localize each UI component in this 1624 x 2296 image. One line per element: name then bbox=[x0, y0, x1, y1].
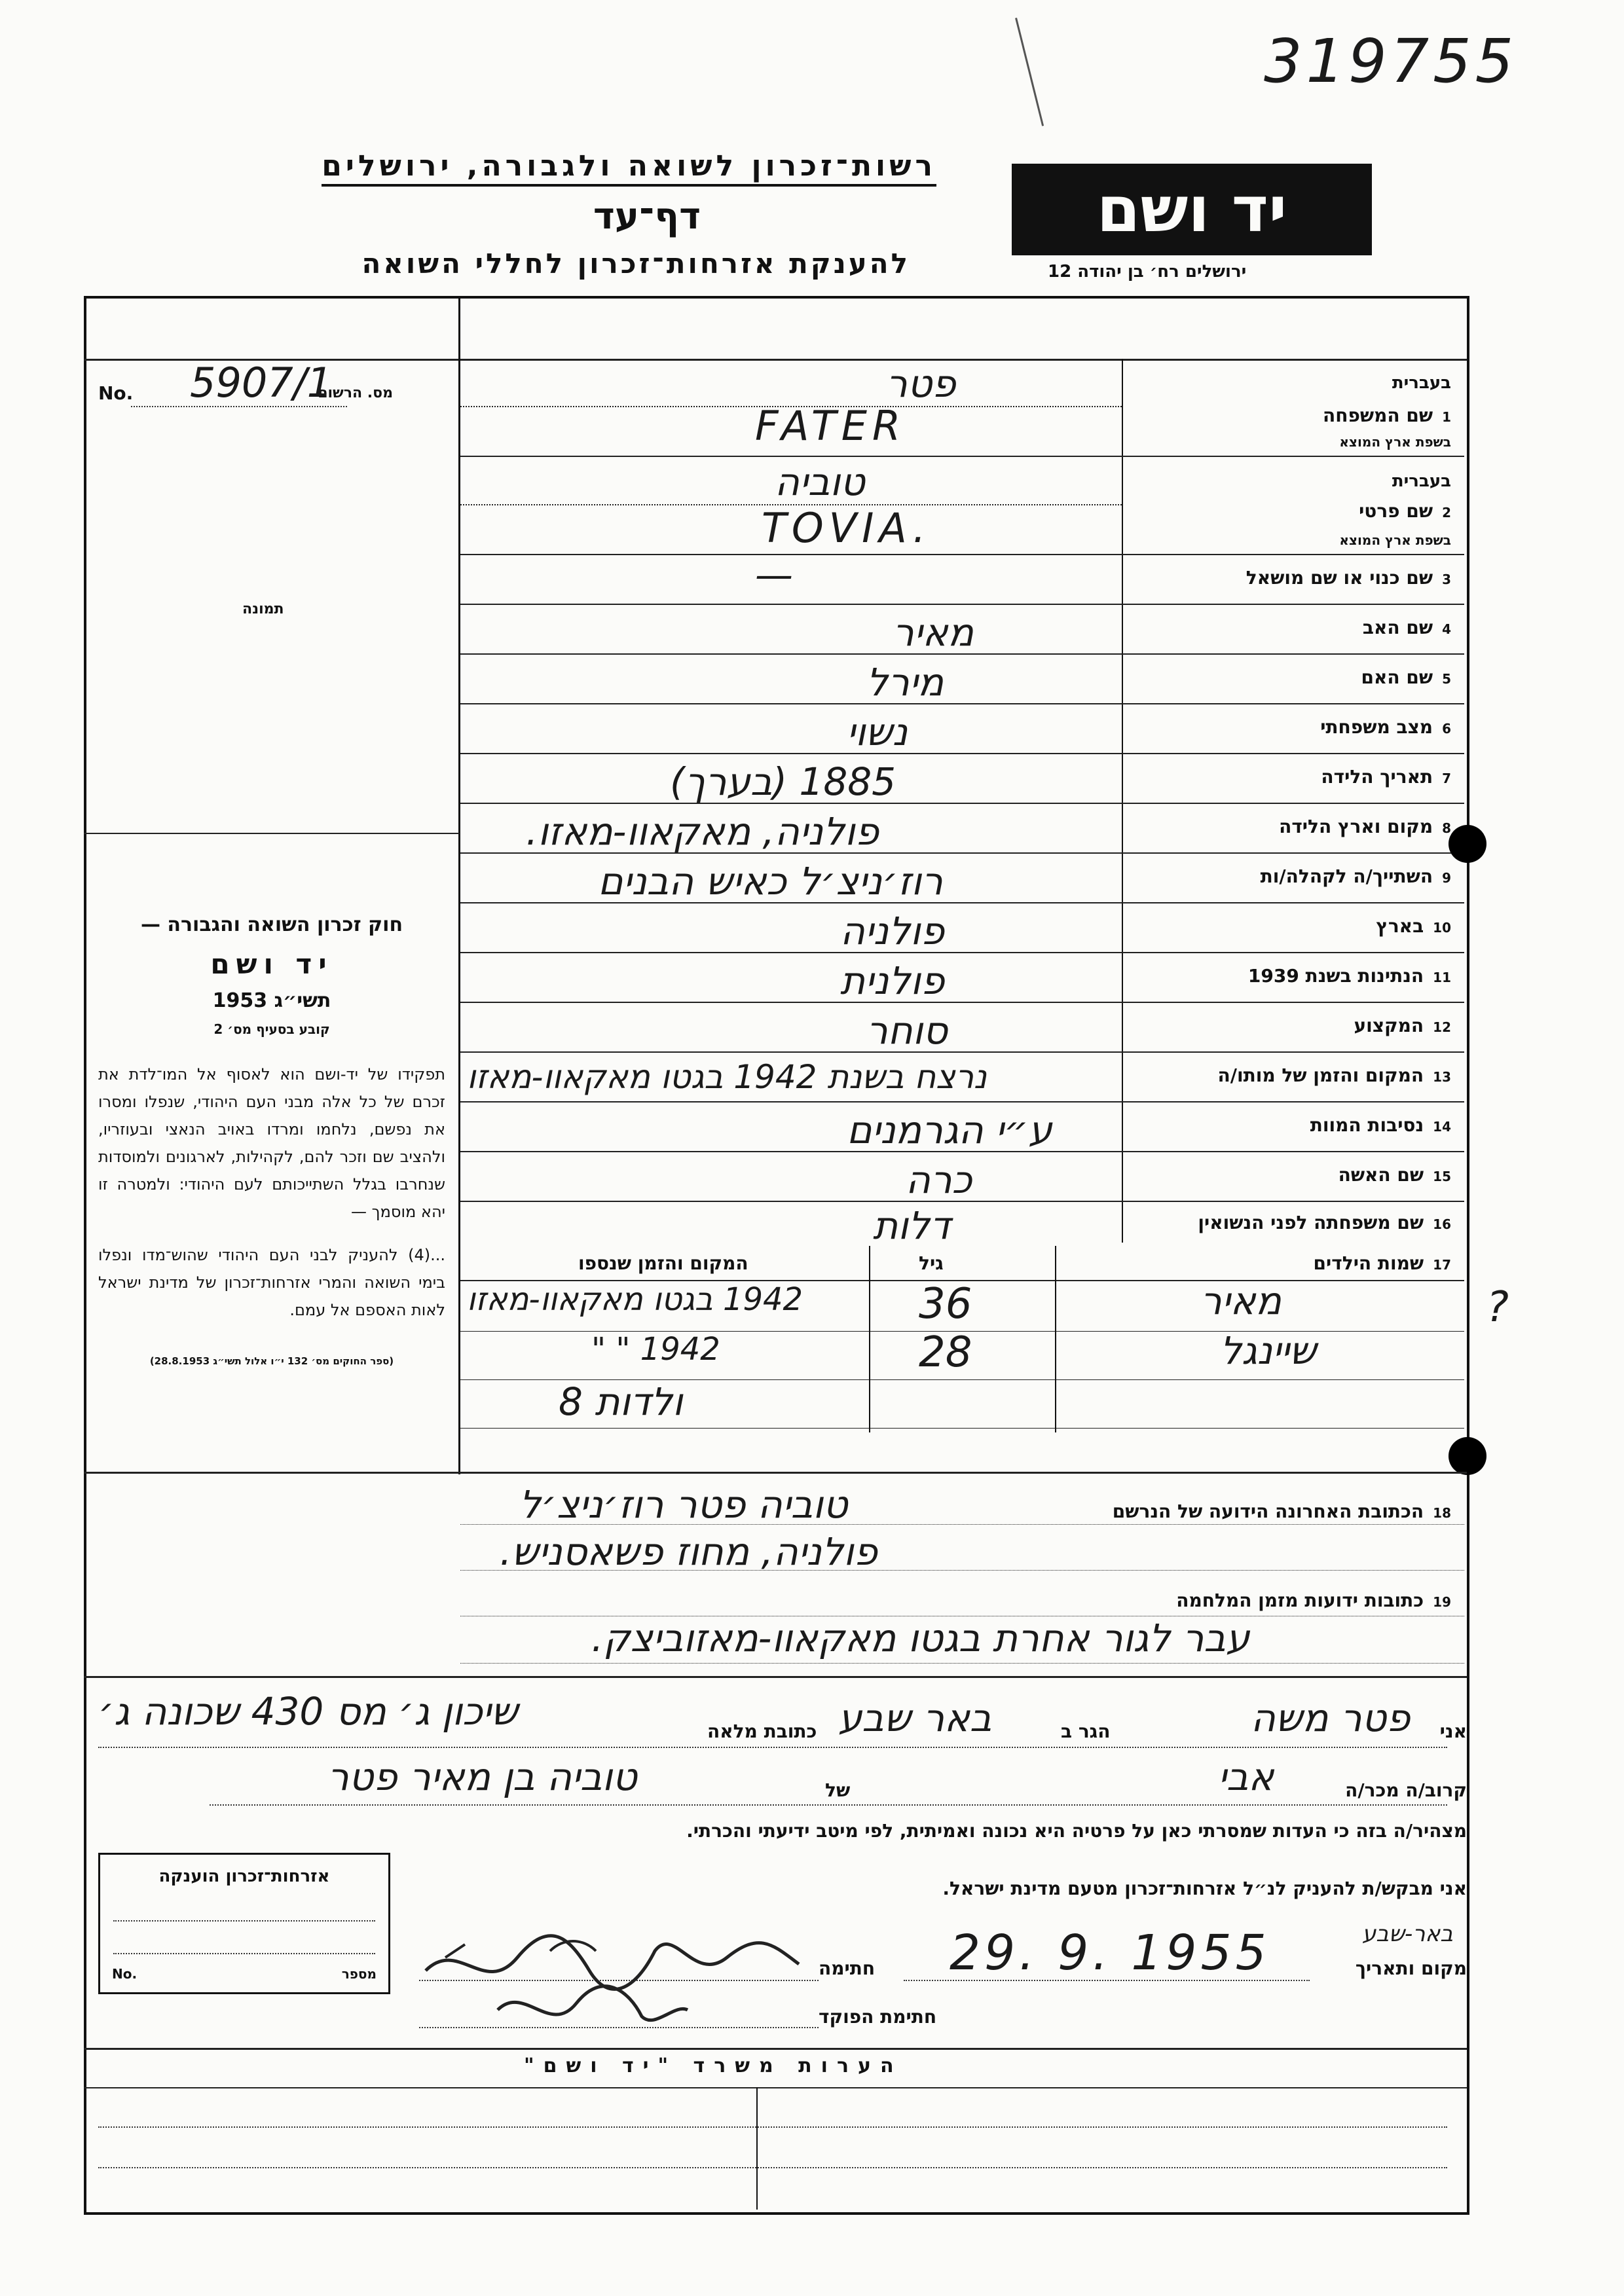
value-country: פולניה bbox=[840, 909, 945, 953]
label-wife-text: שם האשה bbox=[1338, 1164, 1424, 1186]
law-text-2: ...(4) להעניק לבני העם היהודי שהוש־מדו ונפלו בימי השואה והמרי אזרחות־זכרון של מדינת ישראל לאות האספם אל עמם. bbox=[98, 1246, 445, 1319]
citizenship-box bbox=[98, 1853, 390, 1994]
row-num-13: 13 bbox=[1433, 1069, 1451, 1085]
row-num-5: 5 bbox=[1442, 671, 1451, 687]
decl-signature-label: חתימה bbox=[819, 1958, 876, 1979]
value-first-name-he: טוביה bbox=[775, 460, 865, 504]
label-sub-orig-2 bbox=[1339, 528, 1451, 549]
decl-resides-value: באר שבע bbox=[838, 1696, 992, 1740]
pen-stroke bbox=[1015, 11, 1069, 126]
address-section bbox=[460, 1472, 1464, 1676]
label-father bbox=[1363, 617, 1451, 638]
row-num-3: 3 bbox=[1442, 572, 1451, 587]
row-num-12: 12 bbox=[1433, 1019, 1451, 1035]
child-age-1: 36 bbox=[919, 1280, 972, 1328]
photo-label: תמונה bbox=[242, 601, 284, 617]
yad-vashem-logo bbox=[1012, 164, 1372, 255]
value-community: רוז׳ניצ׳ל כאיש הבנים bbox=[598, 859, 943, 903]
row-num-8: 8 bbox=[1442, 820, 1451, 836]
decl-resides-label: הגר ב bbox=[1061, 1721, 1111, 1742]
value-death-circumstances: ע״י הגרמנים bbox=[847, 1108, 1052, 1152]
row-num-4: 4 bbox=[1442, 621, 1451, 637]
label-mother-text: שם האם bbox=[1361, 666, 1433, 688]
children-col-age: גיל bbox=[919, 1252, 944, 1274]
row-num-10: 10 bbox=[1433, 920, 1451, 936]
decl-address-label: כתובת מלאה bbox=[707, 1721, 817, 1742]
labels-column bbox=[1124, 359, 1451, 1203]
value-family-name-orig: FATER bbox=[755, 402, 906, 450]
value-alias: — bbox=[755, 553, 793, 597]
row-num-11: 11 bbox=[1433, 970, 1451, 985]
handwritten-signature bbox=[419, 1912, 812, 2043]
fields-area bbox=[460, 359, 1464, 1246]
law-clause: קובע בסעיף מס׳ 2 bbox=[213, 1021, 330, 1037]
law-text-1: תפקידו של יד-ושם הוא לאסוף אל המו־לדת את זכרם של כל אלה מבני העם היהודי, שנפלו ומסרו את נפשם, נלחמו ומרדו באויב הנאצי ובעוזריו, ולהציב שם וזכר להם, לקהילות, לארגונים ולמוסדות שנחרבו בגלל השתייכותם לעם היהודי: ולמטרה זו יהא מוסמך — bbox=[98, 1065, 445, 1221]
row-num-1: 1 bbox=[1442, 409, 1451, 425]
row-num-2: 2 bbox=[1442, 505, 1451, 520]
law-name: יד ושם bbox=[210, 948, 333, 980]
row-num-14: 14 bbox=[1433, 1119, 1451, 1135]
children-table bbox=[460, 1246, 1464, 1468]
children-col-names bbox=[1314, 1252, 1451, 1274]
law-section bbox=[98, 913, 445, 1367]
registration-label: מס. הרשום bbox=[318, 385, 393, 401]
label-war-addresses bbox=[1176, 1590, 1451, 1611]
registration-no-label: No. bbox=[98, 382, 134, 404]
decl-relation-label: קרוב/ה מכר/ה bbox=[1345, 1779, 1467, 1801]
label-country-text: בארץ bbox=[1376, 915, 1424, 937]
label-profession bbox=[1354, 1015, 1452, 1036]
label-father-text: שם האב bbox=[1362, 617, 1433, 638]
value-profession: סוחר bbox=[866, 1008, 948, 1053]
value-citizenship: פולנית bbox=[840, 958, 945, 1003]
value-maiden-name: דלות bbox=[873, 1203, 951, 1248]
label-family-name bbox=[1323, 405, 1451, 426]
decl-statement-2: אני מבקש/ת להעניק לנ״ל אזרחות־זכרון מטעם מדינת ישראל. bbox=[942, 1878, 1467, 1899]
value-last-address-1: טוביה פטר רוז׳ניצ׳ל bbox=[519, 1482, 848, 1527]
decl-address-value: שיכון ג׳ מס 430 שכונה ג׳ bbox=[98, 1689, 518, 1734]
label-sub-he-2: בעברית bbox=[1392, 471, 1451, 491]
value-marital: נשוי bbox=[847, 710, 908, 754]
label-maiden-name-text: שם משפחתה לפני הנשואין bbox=[1198, 1212, 1424, 1233]
label-family-name-text: שם המשפחה bbox=[1322, 405, 1433, 426]
row-num-6: 6 bbox=[1442, 721, 1451, 737]
label-sub-orig-2-text: בשפת ארץ המוצא bbox=[1339, 532, 1451, 548]
label-first-name-text: שם פרטי bbox=[1359, 500, 1433, 522]
child-name-2: שיינגל bbox=[1220, 1328, 1317, 1373]
form-title: דף־עד bbox=[593, 195, 701, 238]
children-col-names-text: שמות הילדים bbox=[1313, 1252, 1424, 1274]
logo-address: ירושלים רח׳ בן יהודה 12 bbox=[1048, 262, 1247, 282]
decl-place-date-label: מקום ותאריך bbox=[1355, 1958, 1467, 1979]
row-num-9: 9 bbox=[1442, 870, 1451, 886]
value-death-place: נרצח בשנת 1942 בגטו מאקאוו-מאזו bbox=[467, 1058, 987, 1096]
label-birth-date bbox=[1321, 766, 1451, 788]
label-mother bbox=[1361, 666, 1451, 688]
label-country bbox=[1376, 915, 1451, 937]
registration-number: 5907/1 bbox=[190, 359, 333, 407]
label-birth-date-text: תאריך הלידה bbox=[1321, 766, 1433, 788]
child-place-3: ולדות 8 bbox=[559, 1379, 683, 1424]
label-first-name bbox=[1359, 500, 1451, 522]
label-death-circumstances bbox=[1310, 1114, 1451, 1136]
decl-relation-value: אבי bbox=[1218, 1755, 1274, 1799]
value-first-name-orig: TOVIA. bbox=[762, 504, 931, 552]
citizenship-number-label: מספר bbox=[341, 1966, 377, 1982]
law-source: (ספר החוקים מס׳ 132 י״ו אלול תשי״ג 28.8.1953) bbox=[149, 1355, 394, 1367]
margin-question-mark: ? bbox=[1486, 1283, 1509, 1332]
label-marital bbox=[1320, 716, 1451, 738]
label-death-place-text: המקום והזמן של מותו/ה bbox=[1217, 1065, 1424, 1086]
label-community bbox=[1261, 866, 1451, 887]
label-profession-text: המקצוע bbox=[1354, 1015, 1424, 1036]
value-mother: מירל bbox=[866, 660, 944, 704]
label-citizenship bbox=[1248, 965, 1451, 987]
label-sub-he-1: בעברית bbox=[1392, 373, 1451, 393]
citizenship-title: אזרחות־זכרון הוענקה bbox=[158, 1867, 330, 1886]
label-alias bbox=[1246, 567, 1451, 589]
decl-declarant: פטר משה bbox=[1251, 1696, 1411, 1740]
row-num-16: 16 bbox=[1433, 1216, 1451, 1232]
child-age-2: 28 bbox=[919, 1328, 972, 1377]
label-birth-place-text: מקום וארץ הלידה bbox=[1279, 816, 1433, 837]
notes-title: הערות משרד "יד ושם" bbox=[524, 2054, 903, 2077]
value-father: מאיר bbox=[893, 610, 974, 655]
label-marital-text: מצב משפחתי bbox=[1320, 716, 1433, 738]
label-last-address bbox=[1113, 1501, 1451, 1522]
label-community-text: השתייך/ה לקהלה/ות bbox=[1260, 866, 1433, 887]
citizenship-no-label: No. bbox=[112, 1966, 138, 1982]
punch-hole-bottom bbox=[1449, 1437, 1486, 1475]
row-num-19: 19 bbox=[1433, 1594, 1451, 1610]
value-war-addresses: עבר לגור אחרת בגטו מאקאוו-מאזוביצק. bbox=[591, 1616, 1250, 1660]
value-last-address-2: פולניה, מחוז פשאסניש. bbox=[500, 1529, 877, 1574]
form-subtitle: להענקת אזרחות־זכרון לחללי השואה bbox=[361, 247, 910, 280]
children-col-place: המקום והזמן שנספו bbox=[578, 1252, 748, 1274]
value-birth-date: 1885 (בערך) bbox=[670, 759, 896, 804]
decl-place-value: באר-שבע bbox=[1362, 1921, 1453, 1947]
row-num-7: 7 bbox=[1442, 771, 1451, 786]
label-last-address-text: הכתובת האחרונה הידועה של הנרשם bbox=[1112, 1501, 1424, 1522]
child-place-2: 1942 " " bbox=[591, 1331, 720, 1368]
label-death-place bbox=[1218, 1065, 1452, 1086]
punch-hole-top bbox=[1449, 825, 1486, 863]
row-num-17: 17 bbox=[1433, 1257, 1451, 1273]
label-wife bbox=[1338, 1164, 1451, 1186]
decl-official-label: חתימת הפוקד bbox=[819, 2006, 937, 2028]
label-sub-orig-1-text: בשפת ארץ המוצא bbox=[1339, 434, 1451, 450]
law-year: תשי״ג 1953 bbox=[212, 989, 331, 1012]
decl-ani: אני bbox=[1439, 1721, 1467, 1742]
value-family-name-he: פטר bbox=[886, 361, 956, 406]
value-wife: כרה bbox=[906, 1157, 972, 1202]
label-sub-orig-1 bbox=[1339, 429, 1451, 451]
label-war-addresses-text: כתובות ידועות מזמן המלחמה bbox=[1176, 1590, 1424, 1611]
label-maiden-name bbox=[1198, 1212, 1451, 1233]
logo-text: יד ושם bbox=[1096, 173, 1287, 246]
row-num-18: 18 bbox=[1433, 1505, 1451, 1521]
value-birth-place: פולניה, מאקאוו-מאזו. bbox=[526, 809, 879, 854]
decl-of-label: של bbox=[825, 1779, 851, 1801]
decl-date-value: 29. 9. 1955 bbox=[950, 1925, 1270, 1981]
law-title: חוק זכרון השואה והגבורה — bbox=[140, 913, 403, 936]
label-citizenship-text: הנתינות בשנת 1939 bbox=[1247, 965, 1424, 987]
child-place-1: 1942 בגטו מאקאוו-מאזו bbox=[467, 1281, 803, 1318]
archive-number: 319755 bbox=[1264, 26, 1518, 96]
authority-line: רשות־זכרון לשואה ולגבורה, ירושלים bbox=[322, 149, 936, 187]
decl-statement-1: מצהיר/ה בזה כי העדות שמסרתי כאן על פרטיה היא נכונה ואמיתית, לפי מיטב ידיעתי והכרתי. bbox=[686, 1820, 1467, 1842]
label-alias-text: שם כנוי או שם מושאל bbox=[1246, 567, 1433, 589]
label-death-circumstances-text: נסיבות המוות bbox=[1310, 1114, 1424, 1136]
row-num-15: 15 bbox=[1433, 1169, 1451, 1184]
label-birth-place bbox=[1279, 816, 1451, 837]
decl-of-value: טוביה בן מאיר פטר bbox=[327, 1755, 637, 1799]
child-name-1: מאיר bbox=[1200, 1279, 1282, 1323]
